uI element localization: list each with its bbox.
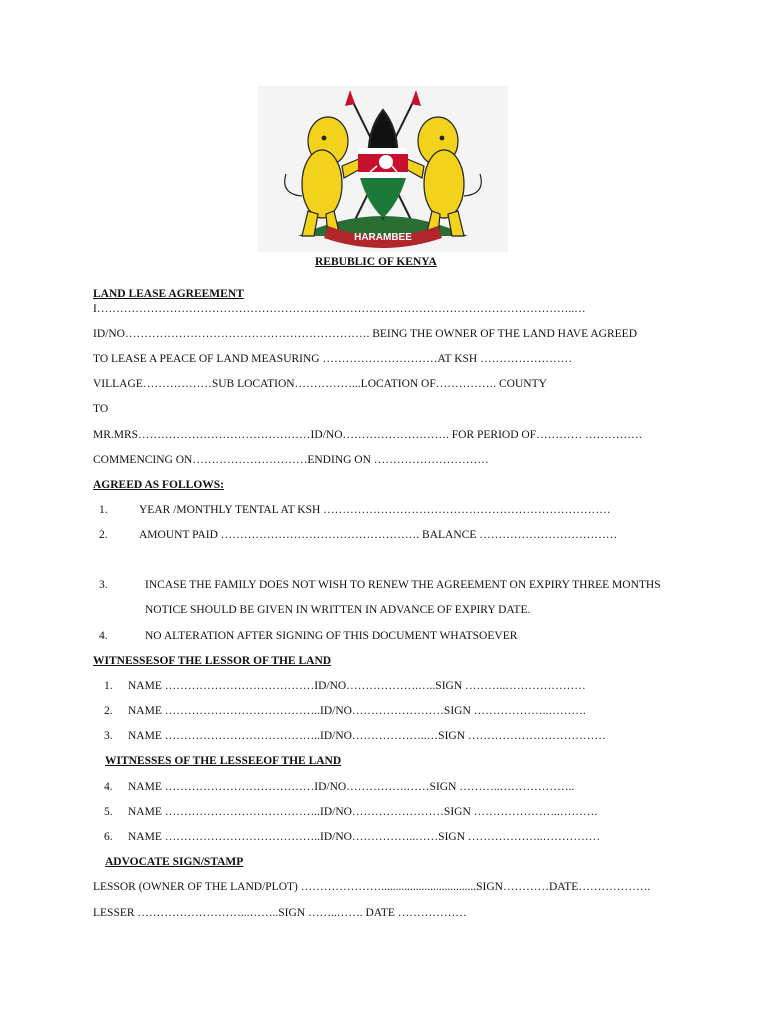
term-text: YEAR /MONTHLY TENTAL AT KSH …………………………………………………………………: [139, 504, 611, 516]
witness-line: NAME …………………………………..ID/NO……………..……SIGN ………………..……………: [128, 831, 601, 843]
location-line: VILLAGE………………SUB LOCATION……………...LOCATION OF……………. COUNTY: [93, 378, 547, 390]
lessor-name-line: I……………………………………………………………………………………………………………..…: [93, 303, 586, 315]
lessor-witness-heading: WITNESSESOF THE LESSOR OF THE LAND: [93, 655, 332, 667]
witness-line: NAME …………………………………ID/NO…………….……SIGN ………..………………..: [128, 781, 575, 793]
term-number: 3.: [99, 579, 108, 591]
land-measure-line: TO LEASE A PEACE OF LAND MEASURING …………………………AT KSH ……………………: [93, 353, 573, 365]
lesser-signature-line: LESSER ………………………...……..SIGN ……..……. DATE ………………: [93, 907, 467, 919]
term-number: 4.: [99, 630, 108, 642]
witness-number: 1.: [104, 680, 113, 692]
dates-line: COMMENCING ON…………………………ENDING ON …………………………: [93, 454, 489, 466]
agreed-heading: AGREED AS FOLLOWS:: [93, 479, 224, 491]
crest-motto: HARAMBEE: [354, 232, 412, 243]
lessee-line: MR.MRS………………………………………ID/NO………………………. FOR PERIOD OF………… ……………: [93, 429, 643, 441]
to-line: TO: [93, 403, 109, 415]
witness-number: 4.: [104, 781, 113, 793]
lessee-witness-heading: WITNESSES OF THE LESSEEOF THE LAND: [105, 755, 342, 767]
witness-line: NAME …………………………………..ID/NO………………..…SIGN ………………………………: [128, 730, 606, 742]
term-text-continued: NOTICE SHOULD BE GIVEN IN WRITTEN IN ADVANCE OF EXPIRY DATE.: [145, 604, 531, 616]
witness-number: 3.: [104, 730, 113, 742]
witness-number: 6.: [104, 831, 113, 843]
lessor-signature-line: LESSOR (OWNER OF THE LAND/PLOT) ………………….................................SIGN…………DATE……………….: [93, 881, 651, 893]
term-text: NO ALTERATION AFTER SIGNING OF THIS DOCUMENT WHATSOEVER: [145, 630, 518, 642]
witness-line: NAME …………………………………..ID/NO……………………SIGN …………………..……….: [128, 806, 598, 818]
witness-line: NAME …………………………………..ID/NO……………………SIGN ………………..……….: [128, 705, 586, 717]
term-text: INCASE THE FAMILY DOES NOT WISH TO RENEW THE AGREEMENT ON EXPIRY THREE MONTHS: [145, 579, 661, 591]
term-text: AMOUNT PAID ……………………………………………. BALANCE ………………………………: [139, 529, 618, 541]
country-title: REBUBLIC OF KENYA: [315, 256, 437, 268]
coat-of-arms-icon: [258, 86, 508, 252]
witness-number: 2.: [104, 705, 113, 717]
coat-of-arms: [258, 86, 508, 252]
witness-number: 5.: [104, 806, 113, 818]
owner-id-line: ID/NO………………………………………………………. BEING THE OWNER OF THE LAND HAVE AGREED: [93, 328, 637, 340]
advocate-heading: ADVOCATE SIGN/STAMP: [105, 856, 244, 868]
witness-line: NAME …………………………………ID/NO……………….…..SIGN ………..…………………: [128, 680, 586, 692]
term-number: 1.: [99, 504, 108, 516]
term-number: 2.: [99, 529, 108, 541]
document-title: LAND LEASE AGREEMENT: [93, 288, 244, 300]
